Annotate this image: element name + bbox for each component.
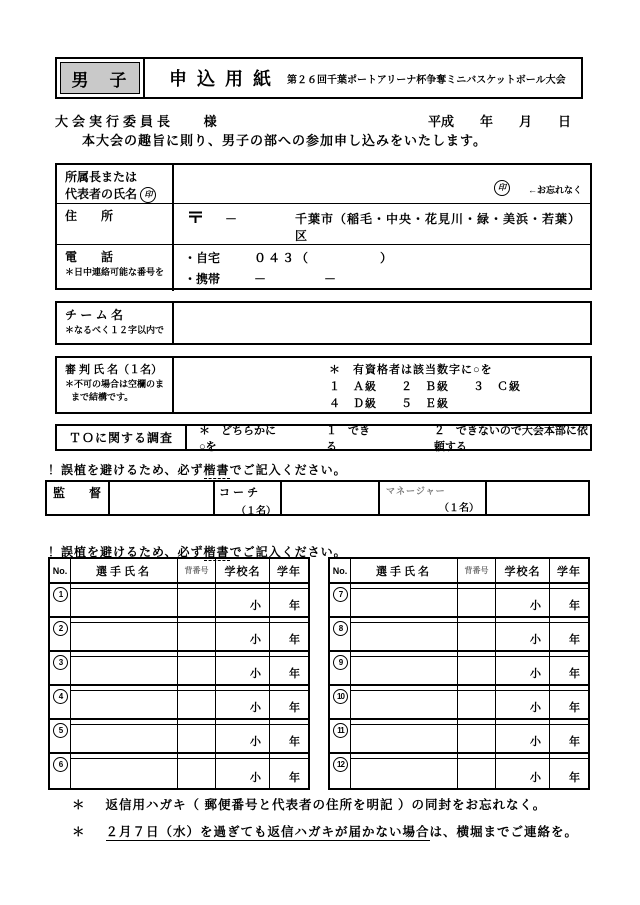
phone-home-label: ・自宅	[184, 250, 221, 265]
referee-grades-line1: １ Ａ級 ２ Ｂ級 ３ Ｃ級	[329, 381, 521, 393]
address-label: 住 所	[57, 204, 174, 244]
grade-cell	[550, 720, 588, 752]
player-row	[330, 720, 588, 754]
applicant-info-table	[55, 163, 592, 290]
player-row	[50, 686, 308, 720]
grade-cell	[270, 584, 308, 616]
referee-label: 審 判 氏 名（１名） ＊不可の場合は空欄のま まで結構です。	[57, 358, 174, 412]
school-suffix: 小	[530, 668, 541, 680]
header-school-name: 学校名	[496, 559, 550, 582]
player-no-cell	[330, 720, 351, 752]
coach-field	[282, 482, 380, 514]
seal-icon: 印	[494, 180, 510, 196]
grade-cell	[270, 754, 308, 788]
to-survey-instruction: ＊ どちらかに○を	[199, 424, 276, 453]
school-suffix: 小	[530, 634, 541, 646]
school-name-cell	[496, 618, 550, 650]
form-title: 申込用紙	[169, 69, 281, 89]
player-no-cell	[330, 686, 351, 718]
grade-suffix: 年	[569, 772, 580, 784]
referee-qualification-note: ＊ 有資格者は該当数字に○を	[329, 364, 493, 376]
school-name-cell	[216, 652, 270, 684]
grade-suffix: 年	[289, 600, 300, 612]
grade-cell	[270, 652, 308, 684]
postal-mark-icon	[188, 210, 203, 226]
player-rows-left	[50, 584, 308, 788]
circled-number: 7	[333, 587, 348, 602]
player-name-cell	[71, 618, 178, 650]
player-name-cell	[351, 618, 458, 650]
header-jersey-number: 背番号	[458, 559, 496, 582]
player-row	[330, 754, 588, 788]
head-coach-field	[110, 482, 215, 514]
player-row	[330, 686, 588, 720]
note-mark: ！	[48, 463, 62, 477]
phone-home-value: ０４３（ ）	[254, 250, 395, 265]
referee-field	[174, 358, 590, 412]
coach-sub: （１名）	[236, 506, 276, 517]
gender-category-label: 男 子	[71, 70, 129, 90]
coach-label: コ ー チ （１名）	[215, 482, 282, 514]
grade-suffix: 年	[289, 668, 300, 680]
player-no-cell	[330, 584, 351, 616]
referee-table	[55, 356, 592, 414]
school-suffix: 小	[250, 736, 261, 748]
school-name-cell	[496, 652, 550, 684]
jersey-number-cell	[458, 720, 496, 752]
phone-label: 電 話 ＊日中連絡可能な番号を	[57, 245, 174, 291]
grade-cell	[550, 686, 588, 718]
player-name-cell	[71, 720, 178, 752]
address-row	[57, 204, 590, 245]
representative-name-row	[57, 165, 590, 204]
player-name-cell	[71, 652, 178, 684]
player-name-cell	[351, 652, 458, 684]
player-no-cell	[50, 686, 71, 718]
postal-code-dash: －	[225, 211, 238, 226]
jersey-number-cell	[178, 618, 216, 650]
school-suffix: 小	[530, 702, 541, 714]
team-name-label: チ ー ム 名 ＊なるべく１２字以内で	[57, 303, 174, 343]
school-suffix: 小	[250, 600, 261, 612]
footer-note-2: ＊ ２月７日（水）を過ぎても返信ハガキが届かない場合は、横堀までご連絡を。	[72, 825, 579, 839]
header-jersey-number: 背番号	[178, 559, 216, 582]
seal-icon: 印	[140, 187, 156, 203]
jersey-number-cell	[178, 720, 216, 752]
manager-label: マネージャー （１名）	[380, 482, 487, 514]
player-no-cell	[330, 652, 351, 684]
phone-field	[174, 245, 590, 291]
gender-category-box	[60, 62, 140, 94]
staff-table	[45, 480, 590, 516]
grade-suffix: 年	[289, 634, 300, 646]
school-name-cell	[216, 584, 270, 616]
greeting-row	[55, 111, 583, 130]
kaisho-underlined: 楷書	[203, 545, 230, 559]
jersey-number-cell	[178, 754, 216, 788]
player-no-cell	[50, 720, 71, 752]
player-table-right	[328, 557, 590, 790]
player-name-cell	[351, 584, 458, 616]
honorific: 様	[203, 114, 217, 129]
player-row	[50, 720, 308, 754]
header-no: No.	[50, 559, 71, 582]
player-name-cell	[71, 754, 178, 788]
player-row	[50, 618, 308, 652]
jersey-number-cell	[458, 754, 496, 788]
addressee-line	[55, 111, 217, 130]
kaisho-note-1: ！誤植を避けるため、必ず楷書でご記入ください。	[48, 463, 347, 477]
school-name-cell	[216, 754, 270, 788]
player-name-cell	[71, 584, 178, 616]
grade-suffix: 年	[569, 634, 580, 646]
grade-cell	[270, 720, 308, 752]
grade-cell	[550, 584, 588, 616]
player-table-header	[50, 559, 308, 584]
grade-cell	[550, 652, 588, 684]
referee-note-line1: ＊不可の場合は空欄のま	[65, 379, 165, 389]
team-name-note: ＊なるべく１２字以内で	[65, 325, 165, 335]
circled-number: 12	[333, 757, 348, 772]
grade-suffix: 年	[289, 702, 300, 714]
head-coach-label: 監 督	[47, 482, 110, 514]
school-name-cell	[496, 720, 550, 752]
player-no-cell	[330, 754, 351, 788]
grade-cell	[550, 754, 588, 788]
gender-category-cell	[57, 59, 145, 97]
jersey-number-cell	[458, 686, 496, 718]
to-survey-option2: ２ できないので大会本部に依頼する	[433, 424, 588, 453]
player-row	[50, 584, 308, 618]
circled-number: 2	[53, 621, 68, 636]
representative-name-field	[174, 165, 590, 203]
header-player-name: 選手氏名	[351, 559, 458, 582]
school-suffix: 小	[530, 600, 541, 612]
circled-number: 5	[53, 723, 68, 738]
circled-number: 1	[53, 587, 68, 602]
school-suffix: 小	[250, 772, 261, 784]
player-table-header	[330, 559, 588, 584]
header-no: No.	[330, 559, 351, 582]
school-name-cell	[216, 686, 270, 718]
phone-row	[57, 245, 590, 291]
header-grade: 学年	[277, 565, 301, 578]
address-field	[174, 204, 590, 244]
grade-suffix: 年	[569, 736, 580, 748]
school-suffix: 小	[250, 702, 261, 714]
player-name-cell	[351, 720, 458, 752]
school-suffix: 小	[530, 736, 541, 748]
referee-grades-line2: ４ Ｄ級 ５ Ｅ級	[329, 398, 449, 410]
circled-number: 11	[333, 723, 348, 738]
school-name-cell	[496, 754, 550, 788]
circled-number: 10	[333, 689, 348, 704]
player-rows-right	[330, 584, 588, 788]
player-no-cell	[50, 652, 71, 684]
date-line: 平成 年 月 日	[427, 114, 571, 129]
header-grade: 学年	[557, 565, 581, 578]
player-row	[330, 652, 588, 686]
team-name-table	[55, 301, 592, 345]
player-row	[50, 652, 308, 686]
application-statement: 本大会の趣旨に則り、男子の部への参加申し込みをいたします。	[82, 133, 487, 148]
jersey-number-cell	[178, 652, 216, 684]
kaisho-note-2: ！誤植を避けるため、必ず楷書でご記入ください。	[48, 545, 347, 559]
player-no-cell	[50, 754, 71, 788]
grade-suffix: 年	[289, 736, 300, 748]
circled-number: 3	[53, 655, 68, 670]
school-name-cell	[216, 720, 270, 752]
phone-mobile-label: ・携帯	[184, 271, 221, 286]
grade-suffix: 年	[289, 772, 300, 784]
school-suffix: 小	[530, 772, 541, 784]
team-name-field	[174, 303, 590, 343]
school-name-cell	[496, 584, 550, 616]
circled-number: 8	[333, 621, 348, 636]
form-header	[55, 57, 583, 99]
manager-sub: （１名）	[439, 503, 479, 514]
player-name-cell	[351, 754, 458, 788]
header-player-name: 選手氏名	[71, 559, 178, 582]
phone-note: ＊日中連絡可能な番号を	[65, 266, 165, 277]
circled-number: 4	[53, 689, 68, 704]
manager-field	[487, 482, 588, 514]
jersey-number-cell	[178, 686, 216, 718]
seal-reminder: ←お忘れなく	[527, 184, 582, 195]
school-name-cell	[216, 618, 270, 650]
addressee: 大会実行委員長	[55, 114, 175, 129]
player-row	[50, 754, 308, 788]
jersey-number-cell	[178, 584, 216, 616]
circled-number: 6	[53, 757, 68, 772]
school-suffix: 小	[250, 668, 261, 680]
jersey-number-cell	[458, 652, 496, 684]
referee-note-line2: まで結構です。	[71, 392, 134, 402]
city-ward-options: 千葉市（稲毛・中央・花見川・緑・美浜・若葉）区	[295, 211, 582, 243]
grade-suffix: 年	[569, 702, 580, 714]
circled-number: 9	[333, 655, 348, 670]
grade-cell	[270, 618, 308, 650]
note-mark: ！	[48, 545, 62, 559]
grade-suffix: 年	[569, 668, 580, 680]
asterisk-mark: ＊	[72, 798, 86, 812]
player-name-cell	[71, 686, 178, 718]
jersey-number-cell	[458, 618, 496, 650]
player-table-left	[48, 557, 310, 790]
kaisho-underlined: 楷書	[203, 463, 230, 477]
footer-note-1: ＊ 返信用ハガキ（ 郵便番号と代表者の住所を明記 ）の同封をお忘れなく。	[72, 798, 547, 812]
grade-cell	[270, 686, 308, 718]
deadline-underlined: ２月７日（水）を過ぎても返信ハガキが届かない場合	[105, 825, 430, 839]
school-name-cell	[496, 686, 550, 718]
grade-suffix: 年	[569, 600, 580, 612]
to-survey-table	[55, 424, 592, 451]
jersey-number-cell	[458, 584, 496, 616]
player-no-cell	[50, 618, 71, 650]
to-survey-label: ＴＯに関する調査	[57, 426, 187, 449]
phone-mobile-value: － －	[254, 271, 339, 286]
player-name-cell	[351, 686, 458, 718]
player-row	[330, 584, 588, 618]
player-no-cell	[50, 584, 71, 616]
to-survey-option1: １ できる	[326, 424, 370, 453]
representative-name-label: 所属長または 代表者の氏名 印	[57, 165, 174, 203]
player-no-cell	[330, 618, 351, 650]
player-row	[330, 618, 588, 652]
to-survey-field	[187, 424, 590, 453]
tournament-name: 第２６回千葉ポートアリーナ杯争奪ミニバスケットボール大会	[287, 74, 566, 86]
grade-cell	[550, 618, 588, 650]
header-school-name: 学校名	[216, 559, 270, 582]
school-suffix: 小	[250, 634, 261, 646]
asterisk-mark: ＊	[72, 825, 86, 839]
